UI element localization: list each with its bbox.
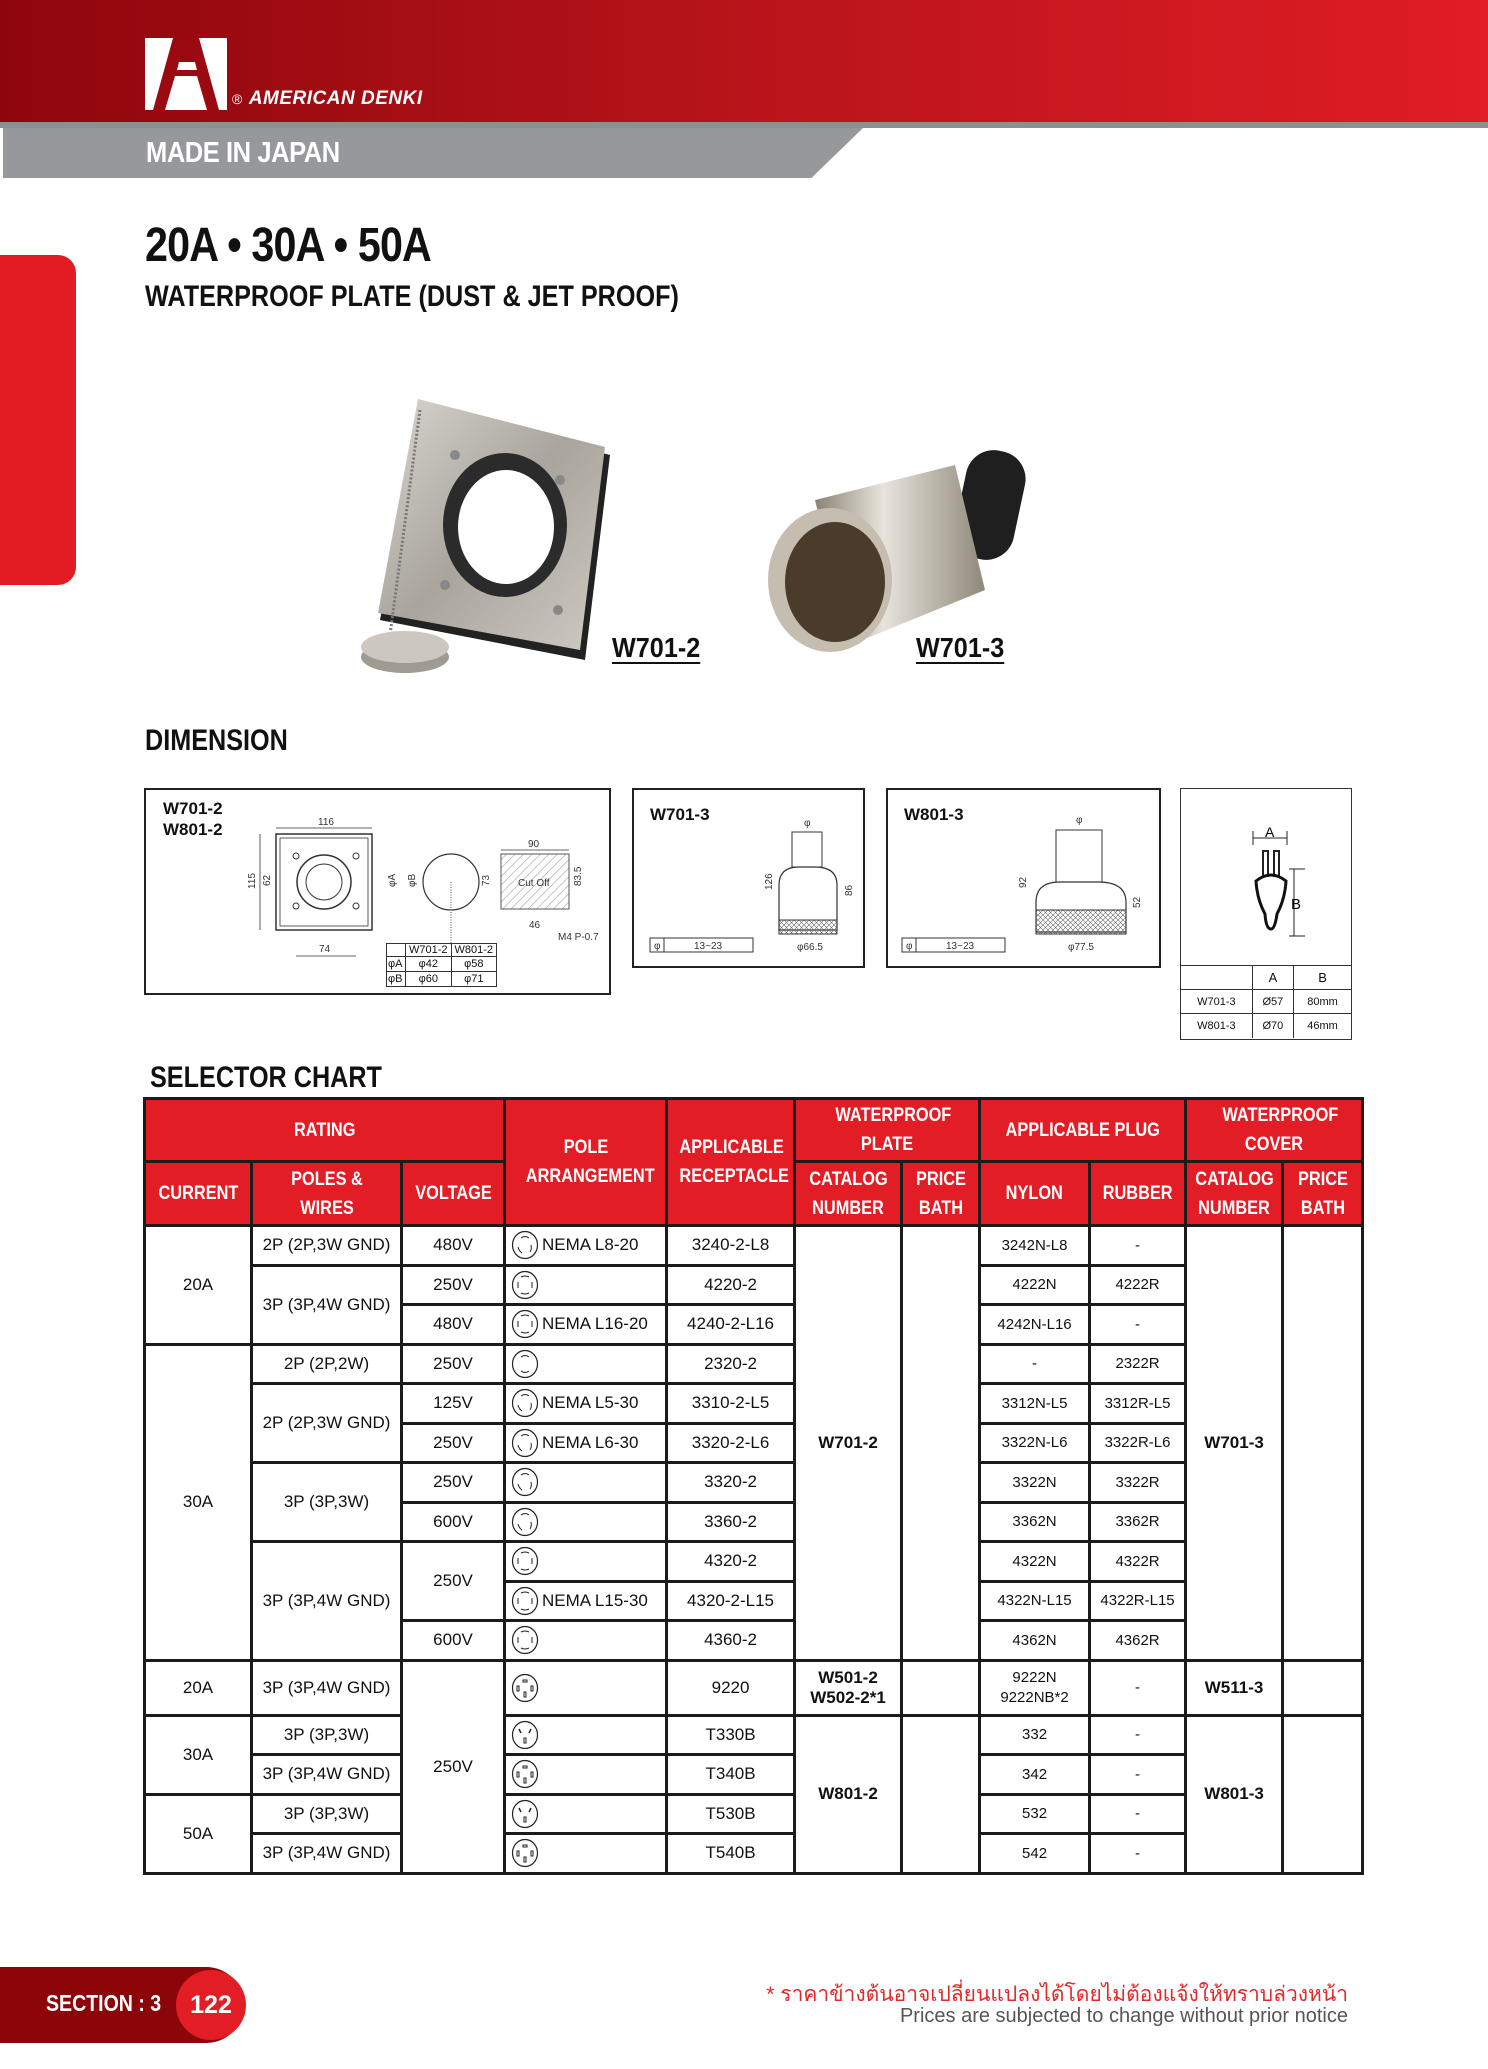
pole-arrangement-cell — [505, 1305, 667, 1345]
pole-arrangement — [506, 1428, 665, 1458]
plate-dim-cell: φ58 — [451, 957, 497, 972]
nylon-plug-cell: 3322N — [980, 1463, 1090, 1503]
dimension-w701-3-box — [632, 788, 865, 968]
rubber-plug-cell: 4362R — [1090, 1621, 1186, 1661]
cover-catalog-cell: W801-3 — [1186, 1715, 1283, 1873]
brand-label: AMERICAN DENKI — [248, 88, 423, 109]
pole-arrangement-cell — [505, 1755, 667, 1795]
header-cover-price: PRICE BATH — [1283, 1162, 1363, 1226]
section-side-tab — [0, 255, 76, 585]
dim-plate-height: 115 — [247, 873, 258, 889]
pole-arrangement — [506, 1507, 665, 1537]
dimension-w701-3-label: W701-3 — [650, 805, 710, 824]
poles-wires-cell: 2P (2P,3W GND) — [252, 1226, 402, 1266]
receptacle-cell: 4360-2 — [667, 1621, 795, 1661]
rubber-plug-cell: - — [1090, 1794, 1186, 1834]
poles-wires-cell: 3P (3P,3W) — [252, 1463, 402, 1542]
product-label-w701-2: W701-2 — [612, 632, 701, 663]
made-in-band — [3, 128, 863, 178]
receptacle-cell: T330B — [667, 1715, 795, 1755]
plug-dim-a: A — [1265, 824, 1275, 840]
plug-dim-header — [1181, 966, 1252, 990]
receptacle-cell: 9220 — [667, 1660, 795, 1715]
nema-label: NEMA L5-30 — [542, 1393, 639, 1413]
footer-page-number: 122 — [176, 1970, 246, 2040]
receptacle-cell: 3320-2-L6 — [667, 1423, 795, 1463]
registered-mark: ® — [232, 91, 243, 107]
pole-arrangement — [506, 1309, 665, 1339]
pole-arrangement-cell — [505, 1660, 667, 1715]
pole-arrangement-cell — [505, 1542, 667, 1582]
rubber-plug-cell: - — [1090, 1834, 1186, 1874]
nylon-plug-cell: - — [980, 1344, 1090, 1384]
header-applicable-plug: APPLICABLE PLUG — [980, 1099, 1186, 1162]
rubber-plug-cell: 3362R — [1090, 1502, 1186, 1542]
dimension-heading: DIMENSION — [145, 724, 288, 757]
voltage-cell: 250V — [402, 1423, 505, 1463]
rubber-plug-cell: 4222R — [1090, 1265, 1186, 1305]
plate-catalog-value: W501-2 — [818, 1667, 878, 1687]
plug-dim-cell: W701-3 — [1181, 990, 1252, 1014]
rubber-plug-cell: - — [1090, 1755, 1186, 1795]
header-receptacle: APPLICABLE RECEPTACLE — [667, 1099, 795, 1226]
dimension-plate-label-2: W801-2 — [163, 820, 223, 839]
header-plate-price: PRICE BATH — [902, 1162, 980, 1226]
w801-3-diameter: φ77.5 — [1068, 942, 1094, 953]
plug-dim-cell: Ø57 — [1252, 990, 1293, 1014]
selector-row — [145, 1542, 1363, 1582]
pole-arrangement-locking-3slot-icon — [511, 1467, 539, 1497]
dim-cut-off: Cut Off — [518, 878, 550, 889]
poles-wires-cell: 3P (3P,3W) — [252, 1715, 402, 1755]
dimension-w801-3-label: W801-3 — [904, 805, 964, 824]
header-waterproof-plate: WATERPROOF PLATE — [795, 1099, 980, 1162]
rubber-plug-cell: 4322R — [1090, 1542, 1186, 1582]
rubber-plug-cell: 2322R — [1090, 1344, 1186, 1384]
plate-catalog-value: W502-2*1 — [810, 1687, 886, 1707]
header-plate-catalog: CATALOG NUMBER — [795, 1162, 902, 1226]
dimension-plug-box — [1180, 788, 1352, 1040]
dim-screw: M4 P-0.7 — [558, 932, 599, 943]
pole-arrangement — [506, 1586, 665, 1616]
selector-row — [145, 1834, 1363, 1874]
nylon-plug-cell: 4222N — [980, 1265, 1090, 1305]
pole-arrangement-locking-4slot-icon — [511, 1586, 539, 1616]
poles-wires-cell: 2P (2P,2W) — [252, 1344, 402, 1384]
header-pole-arrangement: POLE ARRANGEMENT — [505, 1099, 667, 1226]
nylon-plug-cell: 3322N-L6 — [980, 1423, 1090, 1463]
brand-name — [232, 88, 423, 110]
pole-arrangement-straight-4blade-icon — [511, 1838, 539, 1868]
rubber-plug-cell: - — [1090, 1226, 1186, 1266]
w701-3-phi: φ — [804, 818, 811, 829]
selector-table — [143, 1097, 1364, 1875]
nema-label: NEMA L15-30 — [542, 1590, 648, 1610]
dim-hole-pitch-v: 62 — [262, 874, 273, 886]
rubber-plug-cell: - — [1090, 1715, 1186, 1755]
voltage-cell: 125V — [402, 1384, 505, 1424]
rubber-plug-cell: - — [1090, 1660, 1186, 1715]
nylon-plug-cell — [980, 1660, 1090, 1715]
plug-dim-header: A — [1252, 966, 1293, 990]
voltage-cell: 250V — [402, 1265, 505, 1305]
selector-chart-heading: SELECTOR CHART — [150, 1061, 382, 1094]
cover-price-cell — [1283, 1226, 1363, 1661]
pole-arrangement-locking-4slot-icon — [511, 1546, 539, 1576]
w801-3-range: 13~23 — [946, 941, 975, 952]
pole-arrangement-cell — [505, 1463, 667, 1503]
nylon-plug-cell: 3242N-L8 — [980, 1226, 1090, 1266]
dim-hole-pitch-h: 74 — [319, 944, 331, 955]
poles-wires-cell: 3P (3P,4W GND) — [252, 1265, 402, 1344]
receptacle-cell: 3360-2 — [667, 1502, 795, 1542]
receptacle-cell: T530B — [667, 1794, 795, 1834]
pole-arrangement-cell — [505, 1265, 667, 1305]
nema-label: NEMA L8-20 — [542, 1235, 639, 1255]
pole-arrangement — [506, 1388, 665, 1418]
american-denki-logo — [145, 38, 227, 110]
pole-arrangement-straight-3blade-icon — [511, 1720, 539, 1750]
pole-arrangement-locking-4slot-icon — [511, 1309, 539, 1339]
w701-3-diameter: φ66.5 — [797, 942, 823, 953]
rubber-plug-cell: 3322R-L6 — [1090, 1423, 1186, 1463]
plug-dim-table — [1181, 965, 1351, 1038]
pole-arrangement-cell — [505, 1715, 667, 1755]
poles-wires-cell: 3P (3P,4W GND) — [252, 1660, 402, 1715]
w701-3-height-body: 86 — [844, 884, 855, 896]
pole-arrangement-locking-4slot-icon — [511, 1270, 539, 1300]
plate-dim-header: W801-2 — [451, 944, 497, 957]
plate-catalog-cell — [795, 1660, 902, 1715]
selector-row — [145, 1660, 1363, 1715]
pole-arrangement-locking-3slot-icon — [511, 1428, 539, 1458]
dim-cut-width: 90 — [528, 839, 540, 850]
cover-price-cell — [1283, 1660, 1363, 1715]
voltage-cell: 600V — [402, 1621, 505, 1661]
plug-dim-cell: 80mm — [1294, 990, 1351, 1014]
poles-wires-cell: 3P (3P,4W GND) — [252, 1834, 402, 1874]
pole-arrangement — [506, 1799, 665, 1829]
w801-3-range-phi: φ — [906, 941, 913, 952]
pole-arrangement-straight-4blade-icon — [511, 1759, 539, 1789]
plate-dim-header — [387, 944, 406, 957]
selector-row — [145, 1715, 1363, 1755]
price-note-english: Prices are subjected to change without prior notice — [899, 2005, 1348, 2027]
nylon-plug-cell: 542 — [980, 1834, 1090, 1874]
nylon-plug-cell: 4322N-L15 — [980, 1581, 1090, 1621]
pole-arrangement — [506, 1467, 665, 1497]
dimension-plate-box — [144, 788, 611, 995]
w801-3-drawing — [888, 790, 1159, 966]
footer-section-label: SECTION : 3 — [46, 1990, 162, 2016]
receptacle-cell: 3310-2-L5 — [667, 1384, 795, 1424]
plate-dim-cell: φA — [387, 957, 406, 972]
plug-dim-b: B — [1291, 896, 1302, 913]
dim-cut-pitch: 46 — [529, 920, 541, 931]
poles-wires-cell: 3P (3P,3W) — [252, 1794, 402, 1834]
plug-dim-header: B — [1294, 966, 1351, 990]
cover-price-cell — [1283, 1715, 1363, 1873]
poles-wires-cell: 3P (3P,4W GND) — [252, 1755, 402, 1795]
receptacle-cell: 2320-2 — [667, 1344, 795, 1384]
pole-arrangement-straight-3blade-icon — [511, 1799, 539, 1829]
plug-drawing — [1181, 789, 1351, 965]
header-rubber: RUBBER — [1090, 1162, 1186, 1226]
w701-3-range: 13~23 — [694, 941, 723, 952]
pole-arrangement — [506, 1838, 665, 1868]
header-waterproof-cover: WATERPROOF COVER — [1186, 1099, 1363, 1162]
dim-phi-a: φA — [387, 873, 398, 887]
plate-dim-cell: φ71 — [451, 972, 497, 987]
selector-row — [145, 1794, 1363, 1834]
pole-arrangement-straight-4blade-icon — [511, 1673, 539, 1703]
pole-arrangement-locking-3slot-icon — [511, 1388, 539, 1418]
plate-dim-table — [386, 943, 497, 987]
pole-arrangement-cell — [505, 1344, 667, 1384]
receptacle-cell: 4220-2 — [667, 1265, 795, 1305]
w701-3-drawing — [634, 790, 863, 966]
rubber-plug-cell: 3312R-L5 — [1090, 1384, 1186, 1424]
current-cell: 20A — [145, 1226, 252, 1345]
rubber-plug-cell: 3322R — [1090, 1463, 1186, 1503]
current-cell: 50A — [145, 1794, 252, 1873]
cover-catalog-cell: W511-3 — [1186, 1660, 1283, 1715]
poles-wires-cell: 3P (3P,4W GND) — [252, 1542, 402, 1661]
pole-arrangement-locking-2slot-icon — [511, 1349, 539, 1379]
plate-dim-cell: φB — [387, 972, 406, 987]
dim-phi-b: φB — [407, 873, 418, 887]
selector-row — [145, 1463, 1363, 1503]
pole-arrangement-locking-3slot-icon — [511, 1230, 539, 1260]
pole-arrangement-cell — [505, 1581, 667, 1621]
voltage-cell: 250V — [402, 1542, 505, 1621]
nylon-plug-value: 9222N — [1012, 1668, 1057, 1686]
voltage-cell: 480V — [402, 1305, 505, 1345]
header-cover-catalog: CATALOG NUMBER — [1186, 1162, 1283, 1226]
pole-arrangement — [506, 1230, 665, 1260]
plate-drawing — [146, 790, 609, 993]
rubber-plug-cell: 4322R-L15 — [1090, 1581, 1186, 1621]
plug-dim-cell: W801-3 — [1181, 1014, 1252, 1038]
header-divider — [0, 122, 1488, 128]
header-rating: RATING — [145, 1099, 505, 1162]
nylon-plug-cell: 4242N-L16 — [980, 1305, 1090, 1345]
receptacle-cell: T340B — [667, 1755, 795, 1795]
made-in-japan: MADE IN JAPAN — [146, 137, 340, 169]
dimension-plate-label-1: W701-2 — [163, 799, 223, 818]
rubber-plug-cell: - — [1090, 1305, 1186, 1345]
pole-arrangement — [506, 1349, 665, 1379]
pole-arrangement-locking-3slot-icon — [511, 1507, 539, 1537]
pole-arrangement-cell — [505, 1502, 667, 1542]
price-note-thai: * ราคาข้างต้นอาจเปลี่ยนแปลงได้โดยไม่ต้องแจ้งให้ทราบล่วงหน้า — [766, 1983, 1348, 2006]
pole-arrangement — [506, 1759, 665, 1789]
w801-3-height-total: 92 — [1018, 876, 1029, 888]
page-subtitle: WATERPROOF PLATE (DUST & JET PROOF) — [145, 280, 679, 313]
plug-dim-cell: 46mm — [1294, 1014, 1351, 1038]
voltage-cell: 480V — [402, 1226, 505, 1266]
receptacle-cell: T540B — [667, 1834, 795, 1874]
nylon-plug-value: 9222NB*2 — [1000, 1688, 1069, 1706]
pole-arrangement-cell — [505, 1794, 667, 1834]
w701-3-range-phi: φ — [654, 941, 661, 952]
plate-dim-cell: φ42 — [406, 957, 452, 972]
header-nylon: NYLON — [980, 1162, 1090, 1226]
pole-arrangement — [506, 1673, 665, 1703]
plate-dim-cell: φ60 — [406, 972, 452, 987]
selector-row — [145, 1265, 1363, 1305]
nylon-plug-cell: 532 — [980, 1794, 1090, 1834]
w801-3-phi: φ — [1076, 815, 1083, 826]
w701-3-height-total: 126 — [764, 873, 775, 890]
dim-plate-width: 116 — [318, 817, 334, 828]
receptacle-cell: 4320-2 — [667, 1542, 795, 1582]
voltage-cell: 600V — [402, 1502, 505, 1542]
dim-cut-height-2: 83.5 — [573, 866, 584, 886]
receptacle-cell: 4240-2-L16 — [667, 1305, 795, 1345]
header-voltage: VOLTAGE — [402, 1162, 505, 1226]
plug-dim-cell: Ø70 — [1252, 1014, 1293, 1038]
pole-arrangement-cell — [505, 1423, 667, 1463]
plate-catalog-cell: W801-2 — [795, 1715, 902, 1873]
nylon-plug-cell: 3362N — [980, 1502, 1090, 1542]
current-cell: 30A — [145, 1344, 252, 1660]
pole-arrangement-locking-4slot-icon — [511, 1625, 539, 1655]
receptacle-cell: 4320-2-L15 — [667, 1581, 795, 1621]
nema-label: NEMA L16-20 — [542, 1314, 648, 1334]
selector-row — [145, 1755, 1363, 1795]
current-cell: 30A — [145, 1715, 252, 1794]
receptacle-cell: 3240-2-L8 — [667, 1226, 795, 1266]
page-title: 20A • 30A • 50A — [145, 219, 432, 272]
voltage-cell: 250V — [402, 1344, 505, 1384]
cover-catalog-cell: W701-3 — [1186, 1226, 1283, 1661]
pole-arrangement-cell — [505, 1834, 667, 1874]
nylon-plug-cell: 4362N — [980, 1621, 1090, 1661]
dim-cut-height: 73 — [481, 874, 492, 886]
nylon-plug-cell: 332 — [980, 1715, 1090, 1755]
receptacle-cell: 3320-2 — [667, 1463, 795, 1503]
selector-row — [145, 1344, 1363, 1384]
pole-arrangement — [506, 1720, 665, 1750]
pole-arrangement — [506, 1546, 665, 1576]
header-poles-wires: POLES & WIRES — [252, 1162, 402, 1226]
voltage-cell: 250V — [402, 1463, 505, 1503]
plate-price-cell — [902, 1660, 980, 1715]
nema-label: NEMA L6-30 — [542, 1432, 639, 1452]
poles-wires-cell: 2P (2P,3W GND) — [252, 1384, 402, 1463]
plate-dim-header: W701-2 — [406, 944, 452, 957]
plate-price-cell — [902, 1715, 980, 1873]
w801-3-height-body: 52 — [1132, 896, 1143, 908]
pole-arrangement — [506, 1625, 665, 1655]
current-cell: 20A — [145, 1660, 252, 1715]
plate-price-cell — [902, 1226, 980, 1661]
product-label-w701-3: W701-3 — [916, 632, 1005, 663]
pole-arrangement-cell — [505, 1621, 667, 1661]
pole-arrangement — [506, 1270, 665, 1300]
dimension-w801-3-box — [886, 788, 1161, 968]
header-current: CURRENT — [145, 1162, 252, 1226]
selector-row — [145, 1384, 1363, 1424]
selector-row — [145, 1226, 1363, 1266]
nylon-plug-cell: 342 — [980, 1755, 1090, 1795]
nylon-plug-cell: 3312N-L5 — [980, 1384, 1090, 1424]
pole-arrangement-cell — [505, 1384, 667, 1424]
voltage-cell: 250V — [402, 1660, 505, 1873]
pole-arrangement-cell — [505, 1226, 667, 1266]
nylon-plug-cell: 4322N — [980, 1542, 1090, 1582]
plate-catalog-cell: W701-2 — [795, 1226, 902, 1661]
